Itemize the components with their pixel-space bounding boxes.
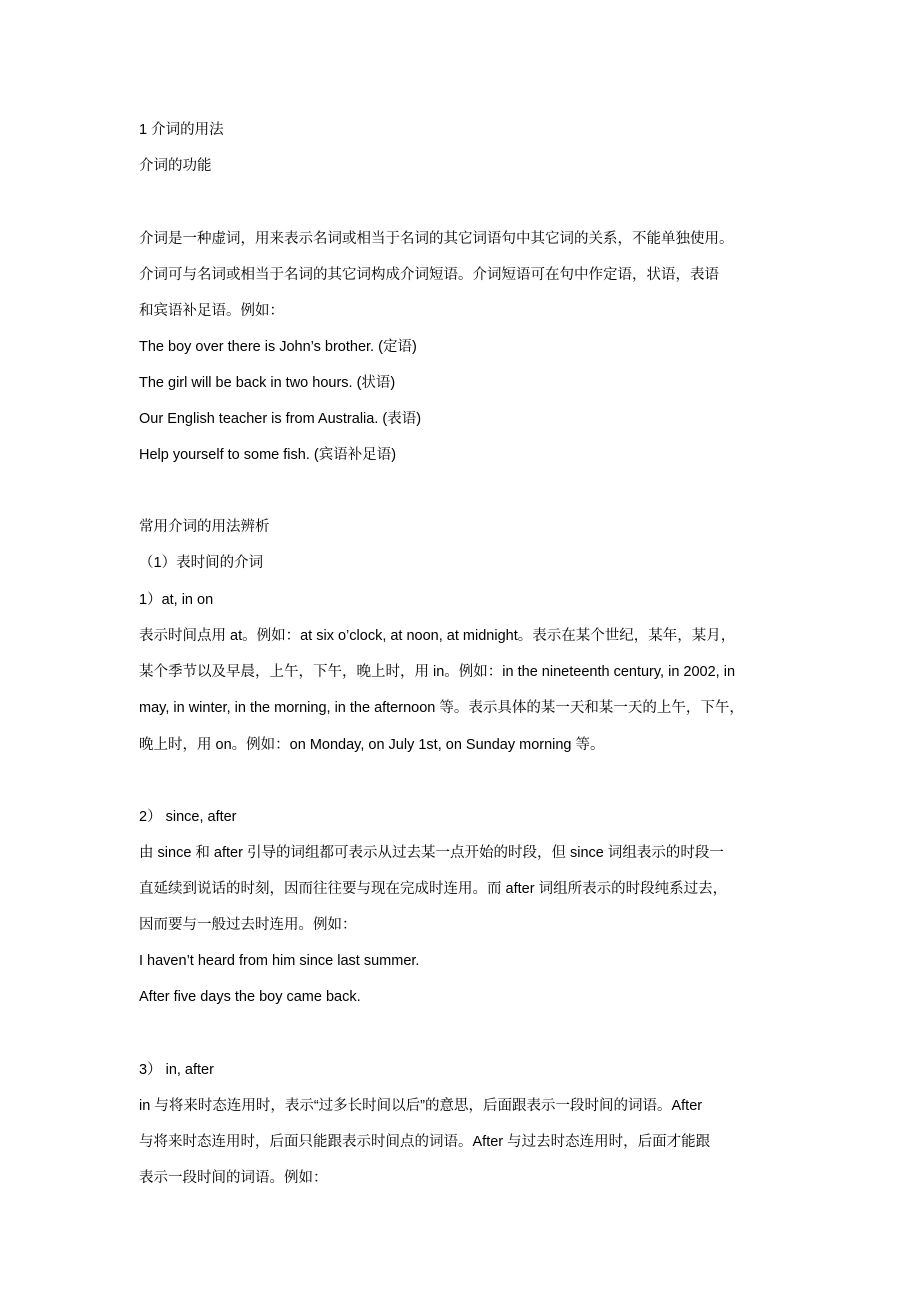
item-paragraph-line: 晚上时，用 on。例如：on Monday, on July 1st, on Sunday morning 等。 bbox=[139, 737, 605, 753]
example-sentence: The boy over there is John’s brother. (定语) bbox=[139, 339, 417, 355]
intro-line: 介词可与名词或相当于名词的其它词构成介词短语。介词短语可在句中作定语，状语，表语 bbox=[139, 267, 719, 283]
example-sentence: Help yourself to some fish. (宾语补足语) bbox=[139, 447, 397, 463]
item-paragraph-line: 表示一段时间的词语。例如： bbox=[139, 1170, 328, 1186]
item-paragraph-line: 表示时间点用 at。例如：at six o’clock, at noon, at midnight。表示在某个世纪，某年，某月， bbox=[139, 628, 736, 644]
page-subheading: 介词的功能 bbox=[139, 158, 212, 174]
item-paragraph-line: 某个季节以及早晨，上午，下午，晚上时，用 in。例如：in the nineteenth century, in 2002, in bbox=[139, 664, 736, 680]
item-title: 3） in, after bbox=[139, 1062, 214, 1078]
item-title: 1）at, in on bbox=[139, 592, 214, 608]
example-sentence: After five days the boy came back. bbox=[139, 989, 361, 1005]
intro-line: 介词是一种虚词，用来表示名词或相当于名词的其它词语句中其它词的关系，不能单独使用。 bbox=[139, 231, 734, 247]
item-paragraph-line: 由 since 和 after 引导的词组都可表示从过去某一点开始的时段，但 since 词组表示的时段一 bbox=[139, 845, 724, 861]
item-paragraph-line: 与将来时态连用时，后面只能跟表示时间点的词语。After 与过去时态连用时，后面才能跟 bbox=[139, 1134, 711, 1150]
item-title: 2） since, after bbox=[139, 809, 237, 825]
subsection-title: （1）表时间的介词 bbox=[139, 555, 264, 571]
example-sentence: I haven’t heard from him since last summer. bbox=[139, 953, 420, 969]
intro-line: 和宾语补足语。例如： bbox=[139, 303, 284, 319]
example-sentence: The girl will be back in two hours. (状语) bbox=[139, 375, 396, 391]
example-sentence: Our English teacher is from Australia. (表语) bbox=[139, 411, 422, 427]
page-heading: 1 介词的用法 bbox=[139, 122, 224, 138]
section-title: 常用介词的用法辨析 bbox=[139, 519, 270, 535]
item-paragraph-line: may, in winter, in the morning, in the afternoon 等。表示具体的某一天和某一天的上午，下午， bbox=[139, 700, 744, 716]
item-paragraph-line: in 与将来时态连用时，表示“过多长时间以后”的意思，后面跟表示一段时间的词语。After bbox=[139, 1098, 703, 1114]
item-paragraph-line: 直延续到说话的时刻，因而往往要与现在完成时连用。而 after 词组所表示的时段纯系过去， bbox=[139, 881, 728, 897]
item-paragraph-line: 因而要与一般过去时连用。例如： bbox=[139, 917, 357, 933]
